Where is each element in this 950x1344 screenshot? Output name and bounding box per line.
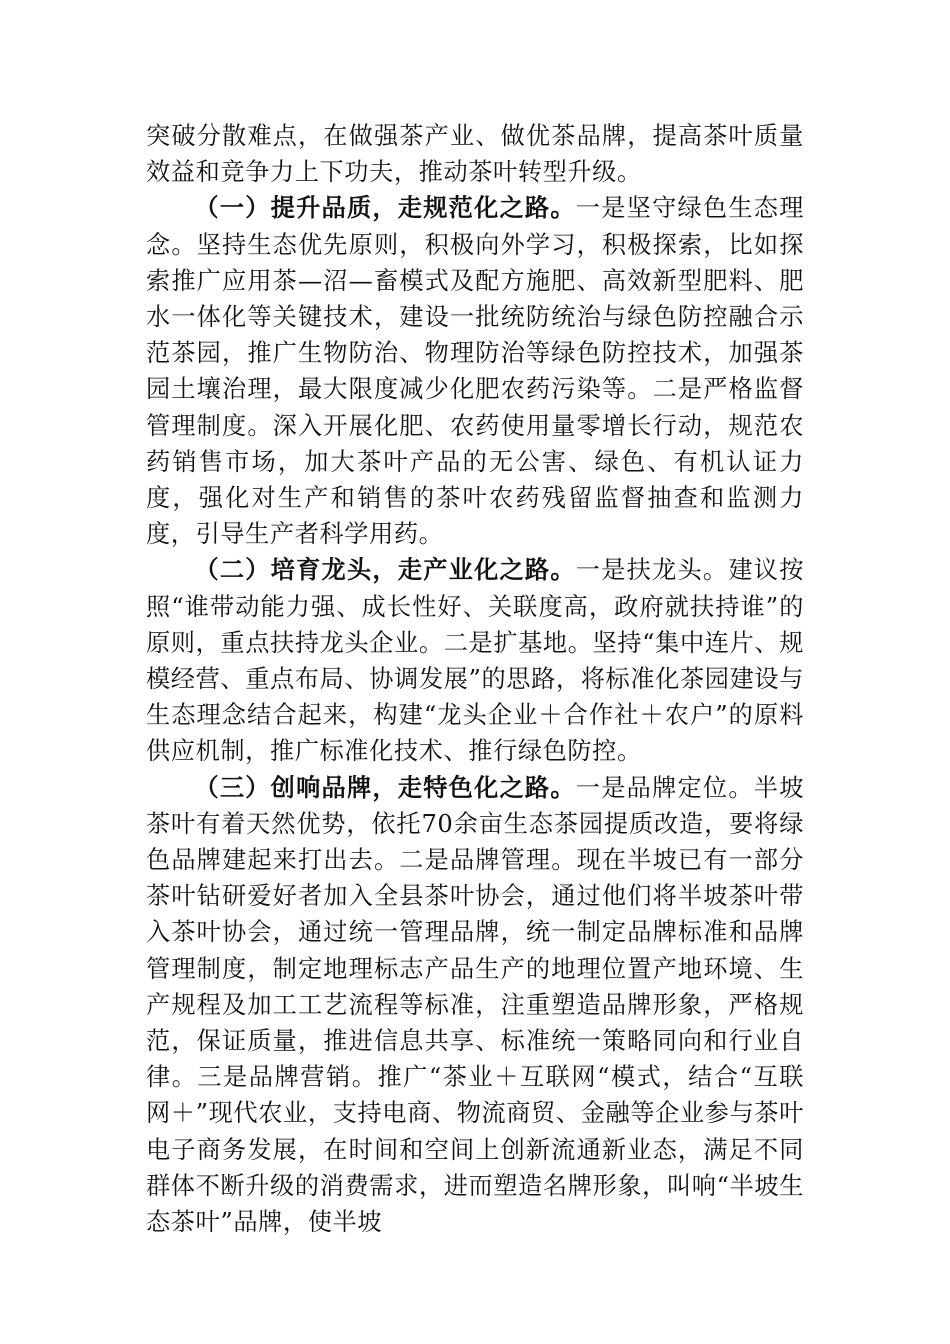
paragraph-continued bbox=[146, 118, 804, 190]
paragraph-section-1 bbox=[146, 190, 804, 552]
paragraph-body: 一是品牌定位。半坡茶叶有着天然优势，依托70余亩生态茶园提质改造，要将绿色品牌建起来打出去。二是品牌管理。现在半坡已有一部分茶叶钻研爱好者加入全县茶叶协会，通过他们将半坡茶叶带入茶叶协会，通过统一管理品牌，统一制定品牌标准和品牌管理制度，制定地理标志产品生产的地理位置产地环境、生产规程及加工工艺流程等标准，注重塑造品牌形象，严格规范，保证质量，推进信息共享、标准统一策略同向和行业自律。三是品牌营销。推广“茶业＋互联网“模式，结合“互联网＋”现代农业，支持电商、物流商贸、金融等企业参与茶叶电子商务发展，在时间和空间上创新流通新业态，满足不同群体不断升级的消费需求，进而塑造名牌形象，叫响“半坡生态茶叶”品牌，使半坡 bbox=[146, 773, 804, 1237]
paragraph-body: 突破分散难点，在做强茶产业、做优茶品牌，提高茶叶质量效益和竞争力上下功夫，推动茶叶转型升级。 bbox=[146, 122, 804, 187]
section-heading: （二）培育龙头，走产业化之路。 bbox=[194, 555, 576, 585]
paragraph-section-2 bbox=[146, 552, 804, 769]
document-page bbox=[146, 118, 804, 1240]
paragraph-section-3 bbox=[146, 770, 804, 1241]
section-heading: （一）提升品质，走规范化之路。 bbox=[194, 193, 576, 223]
paragraph-body: 一是坚守绿色生态理念。坚持生态优先原则，积极向外学习，积极探索，比如探索推广应用茶—沼—畜模式及配方施肥、高效新型肥料、肥水一体化等关键技术，建设一批统防统治与绿色防控融合示范茶园，推广生物防治、物理防治等绿色防控技术，加强茶园土壤治理，最大限度减少化肥农药污染等。二是严格监督管理制度。深入开展化肥、农药使用量零增长行动，规范农药销售市场，加大茶叶产品的无公害、绿色、有机认证力度，强化对生产和销售的茶叶农药残留监督抽查和监测力度，引导生产者科学用药。 bbox=[146, 194, 804, 549]
section-heading: （三）创响品牌，走特色化之路。 bbox=[194, 772, 576, 802]
paragraph-body: 一是扶龙头。建议按照“谁带动能力强、成长性好、关联度高，政府就扶持谁”的原则，重点扶持龙头企业。二是扩基地。坚持“集中连片、规模经营、重点布局、协调发展”的思路，将标准化茶园建设与生态理念结合起来，构建“龙头企业＋合作社＋农户”的原料供应机制，推广标准化技术、推行绿色防控。 bbox=[146, 556, 804, 766]
